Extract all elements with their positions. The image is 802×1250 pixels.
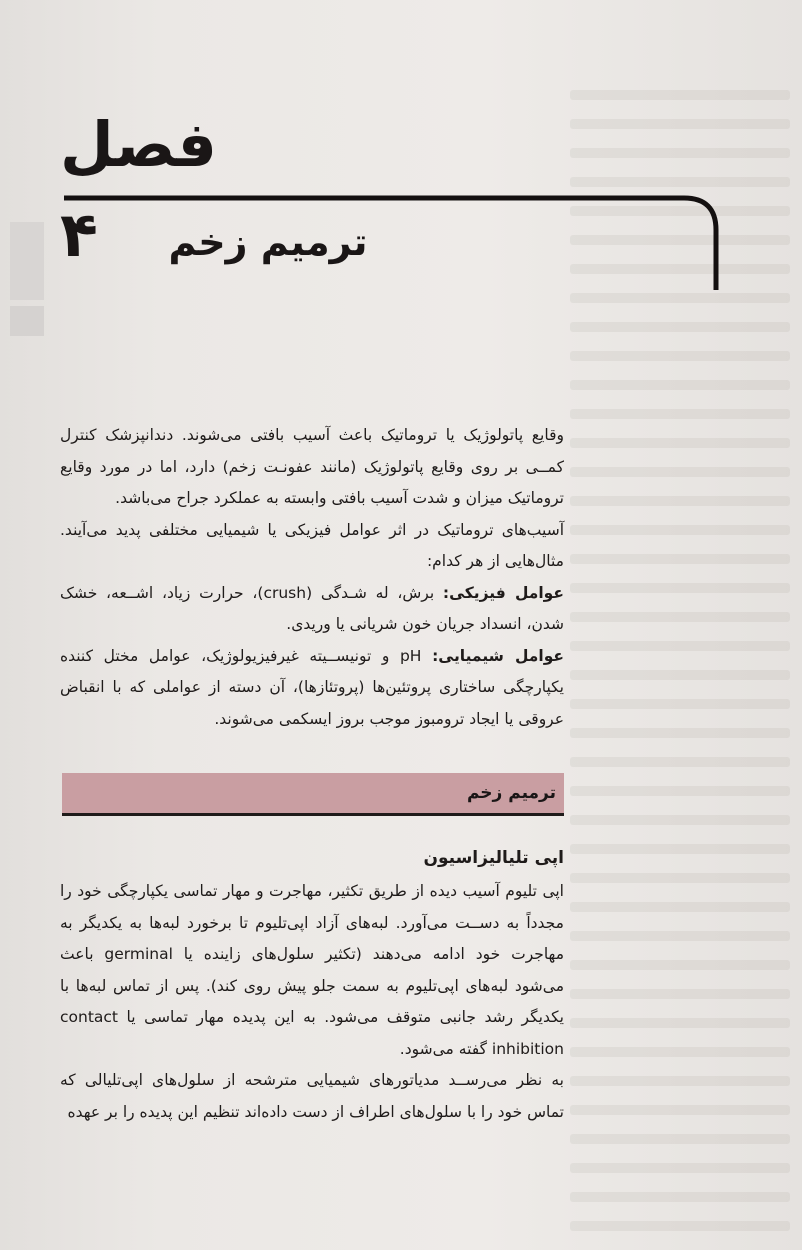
section-paragraph: به نظر می‌رســد مدیاتورهای شیمیایی مترشحه از سلول‌های اپی‌تلیالی که تماس خود را با سلول‌های اطراف از دست داده‌اند تنظیم این پدیده را بر عهده xyxy=(60,1071,564,1121)
section-heading: ترمیم زخم xyxy=(466,783,556,803)
chapter-number-title: فصل ۴ xyxy=(60,108,218,271)
page-edge-tab xyxy=(10,222,44,300)
section-paragraph: اپی تلیوم آسیب دیده از طریق تکثیر، مهاجرت و مهار تماسی یکپارچگی خود را مجدداً به دســت می‌آورد. لبه‌های آزاد اپی‌تلیوم تا برخورد لبه‌ها به یکدیگر به مهاجرت خود ادامه می‌دهند (تکثیر سلول‌های زاینده یا germinal باعث می‌شود لبه‌های اپی‌تلیوم به سمت جلو پیش روی کند). پس از تماس لبه‌ها با یکدیگر رشد جانبی متوقف می‌شود. به این پدیده مهار تماسی یا contact inhibition گفته می‌شود. xyxy=(60,882,564,1058)
chemical-factors-text: pH و تونیســیته غیرفیزیولوژیک، عوامل مختل کننده یکپارچگی ساختاری پروتئین‌ها (پروتئازها)، آن دسته از عواملی که با انقباض عروقی یا ایجاد ترومبوز موجب بروز ایسکمی می‌شوند. xyxy=(60,646,564,728)
physical-factors-text: برش، له شـدگی (crush)، حرارت زیاد، اشــعه، خشک شدن، انسداد جریان خون شریانی یا وریدی. xyxy=(60,583,564,633)
chapter-subtitle: ترمیم زخم xyxy=(168,220,368,264)
subsection-heading: اپی تلیالیزاسیون xyxy=(423,848,564,868)
chemical-factors-paragraph xyxy=(60,641,564,736)
intro-paragraph: آسیب‌های تروماتیک در اثر عوامل فیزیکی یا شیمیایی مختلفی پدید می‌آیند. مثال‌هایی از هر کدام: xyxy=(60,520,564,570)
section-heading-band xyxy=(62,773,564,816)
section-text xyxy=(60,876,564,1128)
physical-factors-paragraph xyxy=(60,578,564,641)
intro-text xyxy=(60,420,564,735)
chemical-factors-label: عوامل شیمیایی: xyxy=(432,646,565,665)
physical-factors-label: عوامل فیزیکی: xyxy=(442,583,564,602)
intro-paragraph: وقایع پاتولوژیک یا تروماتیک باعث آسیب بافتی می‌شوند. دندانپزشک کنترل کمــی بر روی وقایع پاتولوژیک (مانند عفونـت زخم) دارد، اما در مورد وقایع تروماتیک میزان و شدت آسیب بافتی وابسته به عملکرد جراح می‌باشد. xyxy=(60,426,564,507)
page-edge-tab xyxy=(10,306,44,336)
